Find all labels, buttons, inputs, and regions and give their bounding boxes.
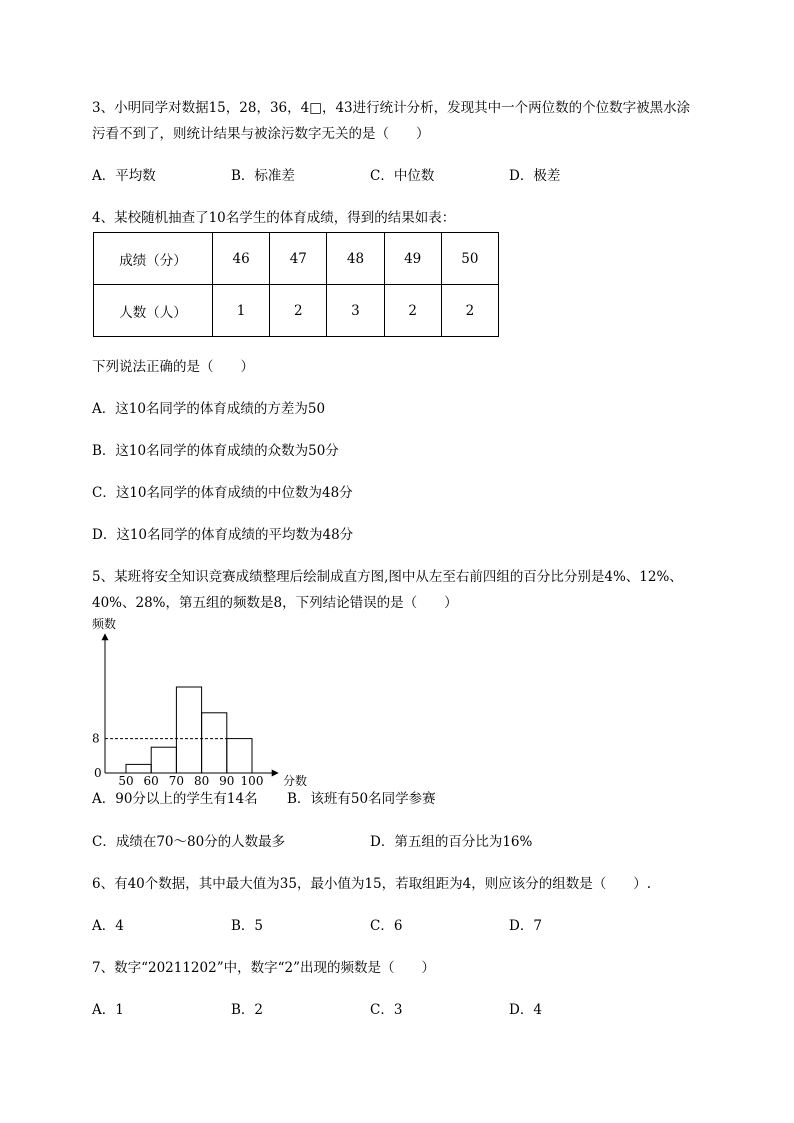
histogram-chart bbox=[88, 612, 328, 790]
q6-stem: 6、有40个数据，其中最大值为35，最小值为15，若取组距为4，则应该分的组数是（ ）. bbox=[92, 876, 652, 892]
x-tick-label-80: 80 bbox=[193, 774, 210, 788]
q3-option-b: B．标准差 bbox=[231, 168, 295, 184]
q7-option-b: B．2 bbox=[231, 1002, 264, 1018]
q7-option-d: D．4 bbox=[509, 1002, 542, 1018]
q6-option-b: B．5 bbox=[231, 918, 264, 934]
table-cell: 2 bbox=[384, 285, 441, 337]
q6-option-a: A．4 bbox=[92, 918, 124, 934]
table-cell: 48 bbox=[327, 233, 384, 285]
table-row-header: 成绩（分） bbox=[94, 233, 213, 285]
table-cell: 3 bbox=[327, 285, 384, 337]
histogram-bar-60-70 bbox=[151, 747, 176, 773]
x-tick-labels bbox=[118, 774, 263, 788]
q5-option-b: B．该班有50名同学参赛 bbox=[287, 791, 436, 807]
q5-stem-line1: 5、某班将安全知识竞赛成绩整理后绘制成直方图,图中从左至右前四组的百分比分别是4%、12%、 bbox=[92, 569, 683, 585]
q3-option-a: A．平均数 bbox=[92, 168, 156, 184]
q6-option-c: C．6 bbox=[370, 918, 403, 934]
q3-stem-line2: 污看不到了，则统计结果与被涂污数字无关的是（ ） bbox=[92, 126, 430, 142]
q5-option-c: C．成绩在70～80分的人数最多 bbox=[92, 834, 286, 850]
table-cell: 1 bbox=[213, 285, 270, 337]
histogram-bar-70-80 bbox=[176, 687, 201, 773]
y-tick-label-0: 0 bbox=[94, 766, 102, 780]
q3-option-c: C．中位数 bbox=[370, 168, 435, 184]
y-axis-label: 频数 bbox=[92, 617, 117, 631]
table-row-header: 人数（人） bbox=[94, 285, 213, 337]
table-cell: 47 bbox=[270, 233, 327, 285]
histogram-bars bbox=[126, 687, 252, 773]
x-tick-label-100: 100 bbox=[240, 774, 264, 788]
q4-option-a: A．这10名同学的体育成绩的方差为50 bbox=[92, 401, 326, 417]
q4-score-table bbox=[93, 232, 499, 337]
table-cell: 49 bbox=[384, 233, 441, 285]
table-cell: 50 bbox=[441, 233, 498, 285]
q6-option-d: D．7 bbox=[509, 918, 542, 934]
q3-stem-line1: 3、小明同学对数据15，28，36，4□，43进行统计分析，发现其中一个两位数的个位数字被黑水涂 bbox=[92, 100, 691, 116]
q7-option-c: C．3 bbox=[370, 1002, 403, 1018]
histogram-bar-90-100 bbox=[227, 739, 252, 773]
q4-option-c: C．这10名同学的体育成绩的中位数为48分 bbox=[92, 485, 353, 501]
q7-stem: 7、数字“20211202”中，数字“2”出现的频数是（ ） bbox=[92, 960, 435, 976]
table-cell: 2 bbox=[441, 285, 498, 337]
y-tick-label-8: 8 bbox=[92, 731, 100, 746]
q5-option-a: A．90分以上的学生有14名 bbox=[92, 791, 258, 807]
q5-option-d: D．第五组的百分比为16% bbox=[370, 834, 533, 850]
q3-option-d: D．极差 bbox=[509, 168, 561, 184]
x-tick-label-90: 90 bbox=[219, 774, 235, 788]
table-cell: 2 bbox=[270, 285, 327, 337]
x-tick-label-60: 60 bbox=[143, 774, 159, 788]
q4-prompt: 下列说法正确的是（ ） bbox=[92, 359, 254, 375]
q5-stem-line2: 40%、28%，第五组的频数是8，下列结论错误的是（ ） bbox=[92, 595, 458, 611]
q4-option-b: B．这10名同学的体育成绩的众数为50分 bbox=[92, 443, 339, 459]
table-row bbox=[94, 233, 499, 285]
histogram-bar-80-90 bbox=[202, 713, 227, 773]
x-tick-label-50: 50 bbox=[118, 774, 134, 788]
x-axis-label: 分数 bbox=[283, 774, 308, 788]
table-cell: 46 bbox=[213, 233, 270, 285]
x-tick-label-70: 70 bbox=[168, 774, 185, 788]
q4-option-d: D．这10名同学的体育成绩的平均数为48分 bbox=[92, 527, 354, 543]
table-row bbox=[94, 285, 499, 337]
q7-option-a: A．1 bbox=[92, 1002, 124, 1018]
q4-stem: 4、某校随机抽查了10名学生的体育成绩，得到的结果如表： bbox=[92, 210, 456, 226]
histogram-bar-50-60 bbox=[126, 764, 151, 773]
